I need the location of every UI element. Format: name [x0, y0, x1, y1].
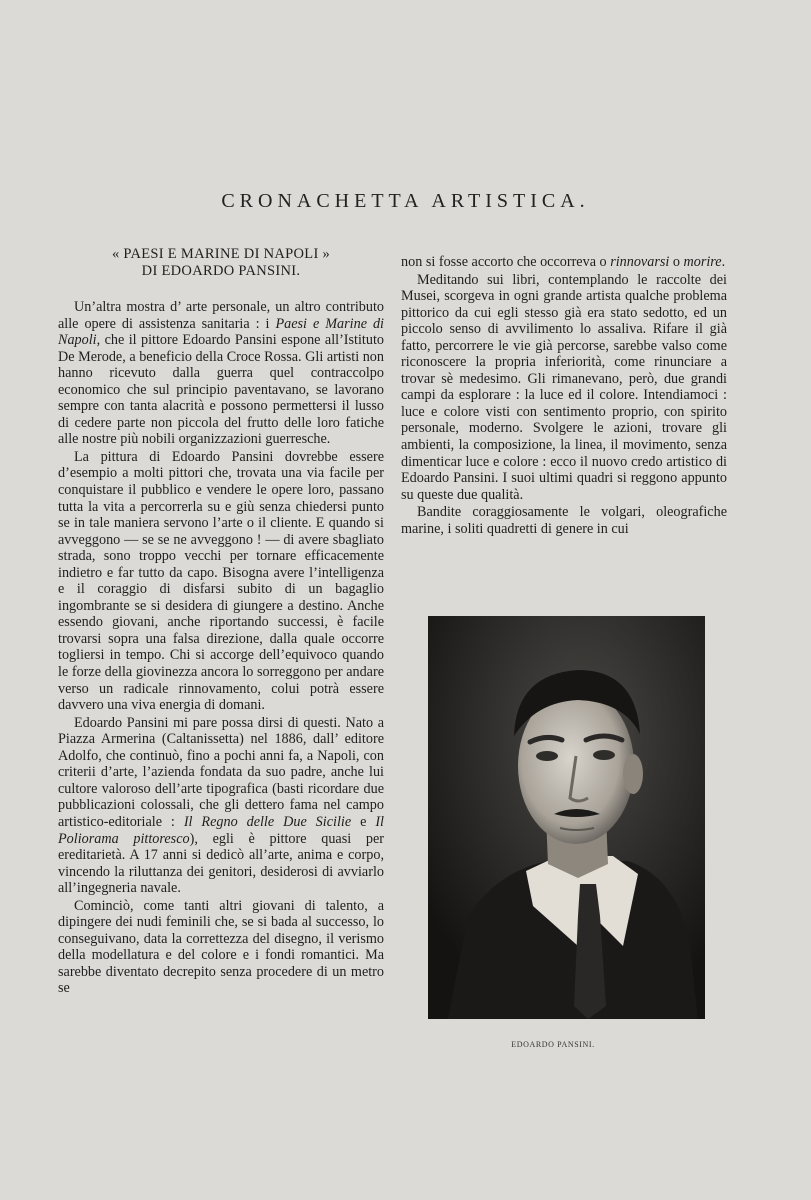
publication-title-1: Il Regno delle Due Sicilie [183, 813, 352, 830]
right-column [401, 254, 727, 537]
paragraph-1-text-a: Un’altra mostra d’ arte personale, un altro contributo alle opere di assistenza sanitaria : i [58, 299, 384, 332]
paragraph-7: Bandite coraggiosamente le volgari, oleografiche marine, i soliti quadretti di genere in cui [401, 504, 727, 537]
paragraph-5 [401, 254, 727, 271]
paragraph-6: Meditando sui libri, contemplando le raccolte dei Musei, scorgeva in ogni grande artista qualche problema pittorico da cui egli stesso già era stato sedotto, ed un piccolo senso di avvilimento lo assaliva. Rifare il già fatto, percorrere le vie già percorse, sarebbe valso come riconoscere la propria inferiorità, come rinunciare a trovar sè medesimo. Gli rimanevano, però, due grandi campi da esplorare : la luce ed il colore. Intendiamoci : luce e colore visti con sentimento proprio, con spirito personale, moderno. Svolgere le azioni, trovare gli ambienti, la composizione, la linea, il movimento, senza dimenticar luce e colore : ecco il nuovo credo artistico di Edoardo Pansini. I suoi ultimi quadri si reggono appunto su queste due qualità. [401, 271, 727, 503]
paragraph-3 [58, 715, 384, 897]
exhibition-title: Paesi e Marine di Napoli [58, 315, 384, 349]
phrase-morire: morire [683, 254, 722, 270]
paragraph-3-text-a: Edoardo Pansini mi pare possa dirsi di questi. Nato a Piazza Armerina (Caltanissetta) nel 1886, dall’ editore Adolfo, che continuò, fino a pochi anni fa, a Napoli, con criterii d’arte, l’azienda fondata da suo padre, anche lui cultore valoroso dell’arte tipografica (basti ricordare due pubblicazioni colossali, che gli dettero fama nel campo artistico-editoriale : [58, 714, 384, 830]
phrase-rinnovarsi: rinnovarsi [610, 254, 670, 270]
paragraph-1 [58, 299, 384, 448]
paragraph-1-text-c: , che il pittore Edoardo Pansini espone all’Istituto De Merode, a beneficio della Croce Rossa. Gli artisti non hanno ricevuto dalla guerra quel contraccolpo economico che sul principio paventavano, se lavorano sempre con tanta alacrità e possono permettersi il lusso di cedere parte non piccola del frutto delle loro fatiche alle nostre più nobili organizzazioni guerresche. [58, 332, 384, 448]
paragraph-3-text-c: e [351, 813, 376, 830]
left-column [58, 246, 384, 997]
paragraph-5-text-c: o [669, 254, 684, 270]
paragraph-5-text-a: non si fosse accorto che occorreva o [401, 254, 611, 270]
portrait-photo [428, 616, 705, 1019]
article-title-line-1: « PAESI E MARINE DI NAPOLI » [111, 246, 331, 262]
page-title: CRONACHETTA ARTISTICA. [221, 190, 590, 212]
paragraph-2: La pittura di Edoardo Pansini dovrebbe essere d’esempio a molti pittori che, trovata una via facile per conquistare il pubblico e vendere le opere loro, passano tutta la vita a percorrerla su e giù senza chiedersi punto se in tale maniera servono l’arte o il cliente. E quando si avveggono — se se ne avveggono ! — di avere sbagliato strada, sono troppo vecchi per tornare efficacemente indietro e far tutto da capo. Bisogna avere l’intelligenza e il coraggio di disfarsi subito di un bagaglio ingombrante se si desidera di giungere a destino. Anche essendo giovani, anche riportando successi, è facile trovarsi sopra una falsa direzione, dalla quale occorre togliersi in tempo. Chi si accorge dell’equivoco quando le forze della giovinezza ancora lo sorreggono per andare verso un radicale rinnovamento, colui potrà essere davvero una viva energia di domani. [58, 448, 384, 714]
paragraph-4: Cominciò, come tanti altri giovani di talento, a dipingere dei nudi feminili che, se si bada al successo, lo conseguivano, data la correttezza del disegno, il verismo della modellatura e del colore e i fondi romantici. Ma sarebbe diventato decrepito senza procedere di un metro se [58, 897, 384, 997]
publication-title-2: Il Poliorama pittoresco [58, 813, 384, 847]
paragraph-3-text-e: ), egli è pittore quasi per ereditarietà. A 17 anni si dedicò all’arte, anima e corpo, vincendo la riluttanza dei genitori, desiderosi di avviarlo all’ingegneria navale. [58, 830, 384, 897]
paragraph-5-text-e: . [721, 254, 726, 270]
article-title-line-2: DI EDOARDO PANSINI. [141, 263, 301, 279]
article-title [58, 246, 384, 280]
portrait-illustration [428, 616, 705, 1019]
portrait-caption: EDOARDO PANSINI. [511, 1040, 595, 1049]
